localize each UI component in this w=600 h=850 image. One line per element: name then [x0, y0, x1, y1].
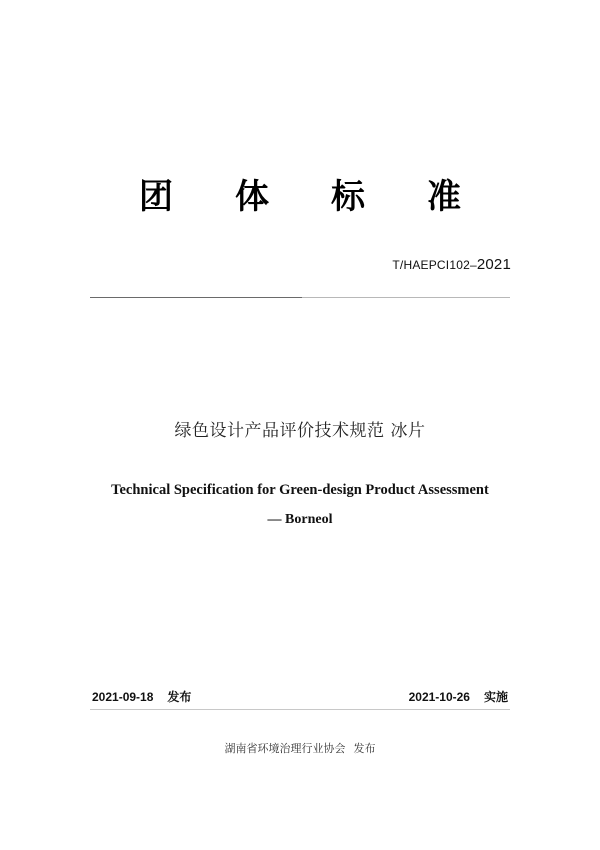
bottom-divider — [90, 709, 510, 710]
publish-label: 发布 — [167, 690, 192, 704]
top-divider — [90, 297, 510, 298]
standard-type-heading — [0, 172, 600, 222]
chinese-title: 绿色设计产品评价技术规范 冰片 — [174, 421, 426, 441]
publish-date: 2021-09-18 — [92, 690, 154, 704]
standard-type-char: 团 — [139, 177, 173, 217]
standard-number — [392, 256, 511, 273]
standard-type-char: 准 — [427, 177, 461, 217]
implement-date-line — [409, 688, 508, 705]
standard-type-char: 标 — [331, 177, 365, 217]
publisher-action: 发布 — [353, 742, 376, 755]
standard-number-prefix: T/HAEPCI102– — [392, 258, 477, 272]
english-subtitle: — Borneol — [267, 512, 333, 527]
english-title: Technical Specification for Green-design Product Assessment — [111, 482, 489, 498]
implement-label: 实施 — [483, 690, 508, 704]
implement-date: 2021-10-26 — [408, 690, 470, 704]
standard-type-char: 体 — [235, 177, 269, 217]
standard-number-year: 2021 — [476, 256, 511, 273]
publisher-name: 湖南省环境治理行业协会 — [224, 742, 346, 755]
publisher-line — [0, 740, 600, 756]
publish-date-line — [92, 688, 191, 705]
